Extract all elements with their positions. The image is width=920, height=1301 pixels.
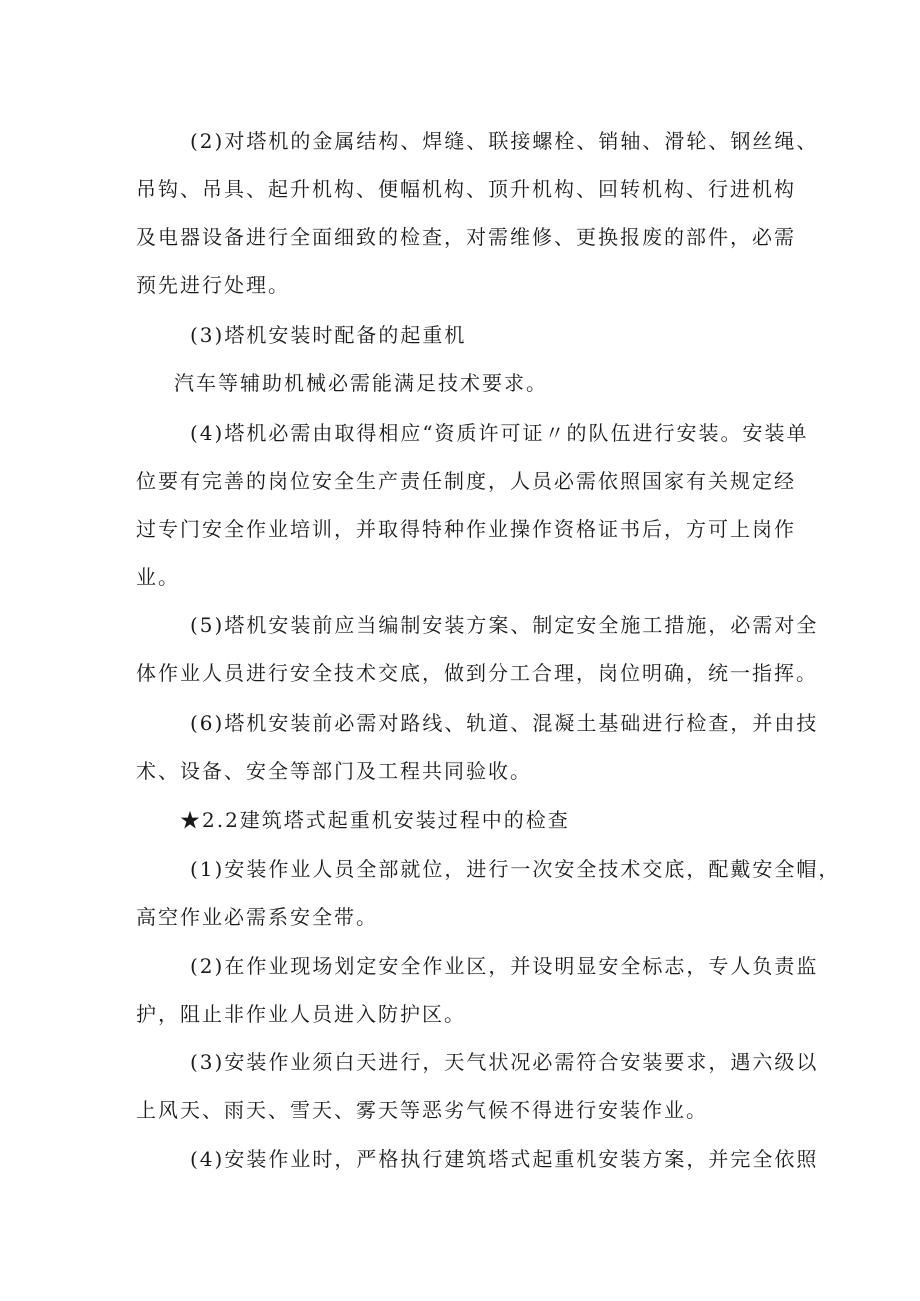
paragraph-inspection-6 [136,699,819,795]
text-line: (2)对塔机的金属结构、焊缝、联接螺栓、销轴、滑轮、钢丝绳、 [190,129,819,153]
text-line: 汽车等辅助机械必需能满足技术要求。 [174,371,548,395]
paragraph-inspection-5 [136,601,819,697]
section-heading-2-2 [136,796,806,844]
text-line: 位要有完善的岗位安全生产责任制度，人员必需依照国家有关规定经 [136,469,796,493]
text-line: 术、设备、安全等部门及工程共同验收。 [136,759,532,783]
paragraph-install-1 [136,845,841,941]
text-line: 业。 [136,565,180,589]
text-line: (4)安装作业时，严格执行建筑塔式起重机安装方案，并完全依照 [190,1147,819,1171]
text-line: (2)在作业现场划定安全作业区，并设明显安全标志，专人负责监 [190,954,819,978]
text-line: 护，阻止非作业人员进入防护区。 [136,1002,466,1026]
text-line: 上风天、雨天、雪天、雾天等恶劣气候不得进行安装作业。 [136,1098,708,1122]
text-line: 过专门安全作业培训，并取得特种作业操作资格证书后，方可上岗作 [136,517,796,541]
paragraph-install-3 [136,1038,819,1134]
text-line: 体作业人员进行安全技术交底，做到分工合理，岗位明确，统一指挥。 [136,661,818,685]
text-line: 吊钩、吊具、起升机构、便幅机构、顶升机构、回转机构、行进机构 [136,177,796,201]
paragraph-install-2 [136,942,819,1038]
heading-text: ★2.2建筑塔式起重机安装过程中的检查 [180,808,570,832]
text-line: (5)塔机安装前应当编制安装方案、制定安全施工措施，必需对全 [190,613,819,637]
text-line: (1)安装作业人员全部就位，进行一次安全技术交底，配戴安全帽， [190,857,841,881]
paragraph-inspection-2 [136,117,819,309]
text-line: 高空作业必需系安全带。 [136,905,378,929]
text-line: (6)塔机安装前必需对路线、轨道、混凝土基础进行检查，并由技 [190,711,819,735]
text-line: 及电器设备进行全面细致的检查，对需维修、更换报废的部件，必需 [136,225,796,249]
paragraph-inspection-3 [136,311,806,359]
text-line: (3)安装作业须白天进行，天气状况必需符合安装要求，遇六级以 [190,1050,819,1074]
paragraph-inspection-4 [136,409,809,601]
text-line: 预先进行处理。 [136,273,290,297]
paragraph-inspection-3-cont [174,359,844,407]
paragraph-install-4 [136,1135,819,1183]
text-line: (4)塔机必需由取得相应“资质许可证〃的队伍进行安装。安装单 [190,421,809,445]
text-line: (3)塔机安装时配备的起重机 [190,323,467,347]
